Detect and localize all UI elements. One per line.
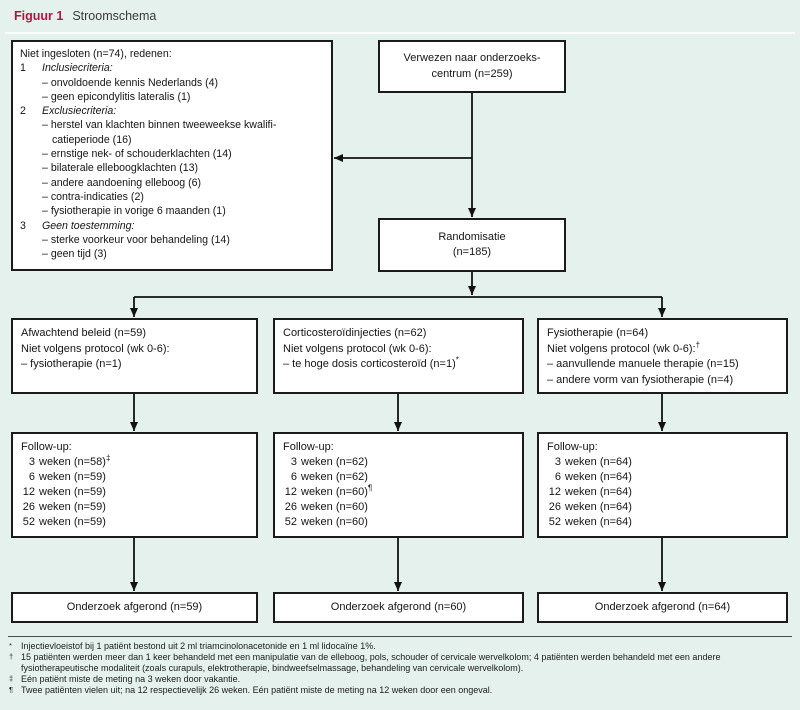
arm-box-wait-and-see: Afwachtend beleid (n=59) Niet volgens protocol (wk 0-6): – fysiotherapie (n=1) bbox=[11, 318, 258, 394]
exclusion-section-inclusion: 1 Inclusiecriteria: bbox=[20, 62, 113, 75]
exclusion-item: – fysiotherapie in vorige 6 maanden (1) bbox=[42, 205, 226, 218]
followup-box-wait-and-see: Follow-up: 3 weken (n=58)‡ 6 weken (n=59) 12 weken (n=59) 26 weken (n=59) 52 weken (n=59) bbox=[11, 432, 258, 538]
exclusion-item: – contra-indicaties (2) bbox=[42, 190, 144, 203]
exclusion-item: – geen tijd (3) bbox=[42, 248, 107, 261]
footnote-item: † 15 patiënten werden meer dan 1 keer behandeld met een manipulatie van de elleboog, pols, schouder of cervicale wervelkolom; 4 patiënten werden behandeld met een andere fysiotherapeutische modaliteit (zoals curapuls, elektrotherapie, bindweefselmassage, behandeling van cervicale wervelkolom). bbox=[9, 652, 721, 673]
footnote-marker-doubledagger: ‡ bbox=[9, 674, 14, 683]
followup-box-corticosteroid: Follow-up: 3 weken (n=62) 6 weken (n=62) 12 weken (n=60)¶ 26 weken (n=60) 52 weken (n=60) bbox=[273, 432, 524, 538]
figure-header bbox=[14, 9, 156, 23]
exclusion-item: – andere aandoening elleboog (6) bbox=[42, 176, 202, 189]
footnotes bbox=[9, 641, 788, 696]
arm-box-physiotherapy: Fysiotherapie (n=64) Niet volgens protocol (wk 0-6):† – aanvullende manuele therapie (n=15) – andere vorm van fysiotherapie (n=4) bbox=[537, 318, 788, 394]
exclusion-section-exclusion: 2 Exclusiecriteria: bbox=[20, 105, 117, 118]
followup-box-physiotherapy: Follow-up: 3 weken (n=64) 6 weken (n=64) 12 weken (n=64) 26 weken (n=64) 52 weken (n=64) bbox=[537, 432, 788, 538]
footnote-marker-pilcrow: ¶ bbox=[9, 685, 14, 694]
footnote-item: * Injectievloeistof bij 1 patiënt bestond uit 2 ml triamcinolonacetonide en 1 ml lidocaïne 1%. bbox=[9, 641, 376, 651]
completed-box-physiotherapy: Onderzoek afgerond (n=64) bbox=[537, 592, 788, 623]
footnote-divider bbox=[8, 636, 792, 637]
randomisation-box: Randomisatie (n=185) bbox=[378, 218, 566, 272]
figure-label: Figuur 1 bbox=[14, 9, 64, 23]
completed-box-wait-and-see: Onderzoek afgerond (n=59) bbox=[11, 592, 258, 623]
referral-box: Verwezen naar onderzoeks- centrum (n=259) bbox=[378, 40, 566, 93]
exclusion-item: – onvoldoende kennis Nederlands (4) bbox=[42, 76, 219, 89]
footnote-marker-doubledagger: ‡ bbox=[105, 453, 111, 463]
footnote-marker-asterisk: * bbox=[9, 641, 12, 650]
exclusion-box bbox=[11, 40, 333, 271]
exclusion-item: – sterke voorkeur voor behandeling (14) bbox=[42, 233, 230, 246]
exclusion-item-continuation: catieperiode (16) bbox=[52, 133, 132, 146]
completed-box-corticosteroid: Onderzoek afgerond (n=60) bbox=[273, 592, 524, 623]
exclusion-item: – ernstige nek- of schouderklachten (14) bbox=[42, 148, 232, 161]
exclusion-item: – geen epicondylitis lateralis (1) bbox=[42, 90, 191, 103]
arm-box-corticosteroid: Corticosteroïdinjecties (n=62) Niet volgens protocol (wk 0-6): – te hoge dosis corticosteroïd (n=1)* bbox=[273, 318, 524, 394]
footnote-marker-asterisk: * bbox=[455, 355, 459, 365]
footnote-item: ¶ Twee patiënten vielen uit; na 12 respectievelijk 26 weken. Eén patiënt miste de meting na 12 weken door een ongeval. bbox=[9, 685, 493, 695]
footnote-marker-dagger: † bbox=[695, 339, 701, 349]
footnote-marker-dagger: † bbox=[9, 652, 14, 661]
exclusion-heading: Niet ingesloten (n=74), redenen: bbox=[20, 48, 172, 60]
footnote-marker-pilcrow: ¶ bbox=[367, 483, 373, 493]
exclusion-section-noconsent: 3 Geen toestemming: bbox=[20, 219, 135, 232]
figure-title: Stroomschema bbox=[72, 9, 157, 23]
footnote-item: ‡ Eén patiënt miste de meting na 3 weken door vakantie. bbox=[9, 674, 241, 684]
exclusion-item: – bilaterale elleboogklachten (13) bbox=[42, 162, 199, 175]
exclusion-item: – herstel van klachten binnen tweeweekse kwalifi- bbox=[42, 119, 277, 132]
